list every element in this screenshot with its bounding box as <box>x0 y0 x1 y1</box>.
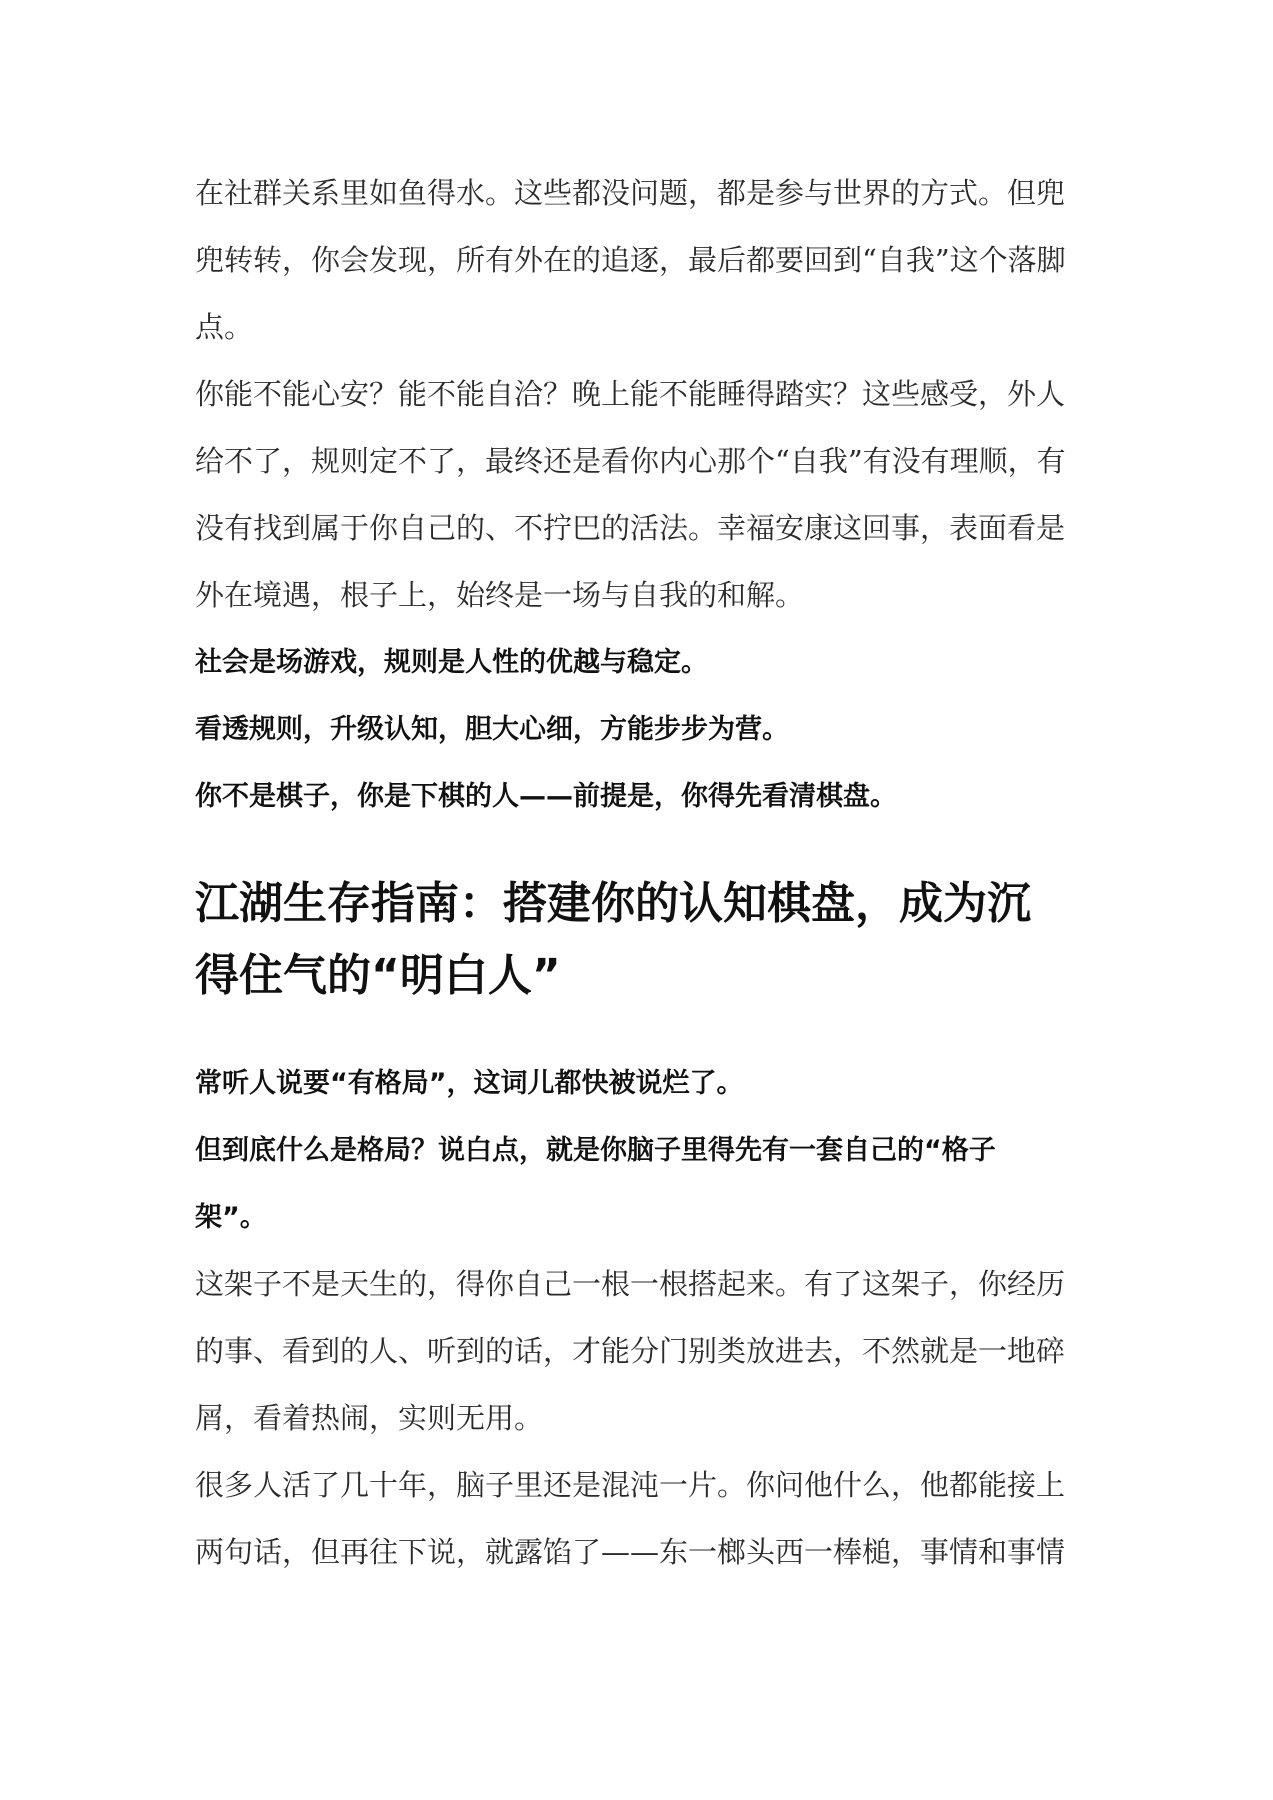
text-line: 给不了，规则定不了，最终还是看你内心那个“自我”有没有理顺，有 <box>195 444 1066 478</box>
text-line: 这架子不是天生的，得你自己一根一根搭起来。有了这架子，你经历 <box>195 1267 1066 1301</box>
bold-line: 但到底什么是格局？说白点，就是你脑子里得先有一套自己的“格子 <box>195 1135 996 1166</box>
paragraph-group-bottom <box>195 1251 1085 1586</box>
bold-summary-group <box>195 629 1085 830</box>
text-line: 你能不能心安？能不能自洽？晚上能不能睡得踏实？这些感受，外人 <box>195 377 1066 411</box>
bold-line: 常听人说要“有格局”，这词儿都快被说烂了。 <box>195 1068 744 1099</box>
text-line: 的事、看到的人、听到的话，才能分门别类放进去，不然就是一地碎 <box>195 1334 1066 1368</box>
paragraph-group-top <box>195 160 1085 629</box>
text-line: 没有找到属于你自己的、不拧巴的活法。幸福安康这回事，表面看是 <box>195 511 1066 545</box>
section-heading-line-2: 得住气的“明白人” <box>195 950 561 1001</box>
bold-line: 看透规则，升级认知，胆大心细，方能步步为营。 <box>195 714 789 745</box>
text-line: 屑，看着热闹，实则无用。 <box>195 1401 544 1435</box>
text-line: 外在境遇，根子上，始终是一场与自我的和解。 <box>195 578 805 612</box>
text-line: 点。 <box>195 310 254 344</box>
bold-line: 社会是场游戏，规则是人性的优越与稳定。 <box>195 647 708 678</box>
text-line: 很多人活了几十年，脑子里还是混沌一片。你问他什么，他都能接上 <box>195 1468 1066 1502</box>
bold-line: 你不是棋子，你是下棋的人——前提是，你得先看清棋盘。 <box>195 781 897 812</box>
section-heading <box>195 868 1085 1012</box>
section-heading-line-1: 江湖生存指南：搭建你的认知棋盘，成为沉 <box>195 878 1031 929</box>
bold-intro-group <box>195 1050 1085 1251</box>
bold-line: 架”。 <box>195 1202 267 1233</box>
text-line: 兜转转，你会发现，所有外在的追逐，最后都要回到“自我”这个落脚 <box>195 243 1066 277</box>
document-page <box>195 160 1085 1586</box>
text-line: 在社群关系里如鱼得水。这些都没问题，都是参与世界的方式。但兜 <box>195 176 1066 210</box>
text-line: 两句话，但再往下说，就露馅了——东一榔头西一棒槌，事情和事情 <box>195 1535 1066 1569</box>
